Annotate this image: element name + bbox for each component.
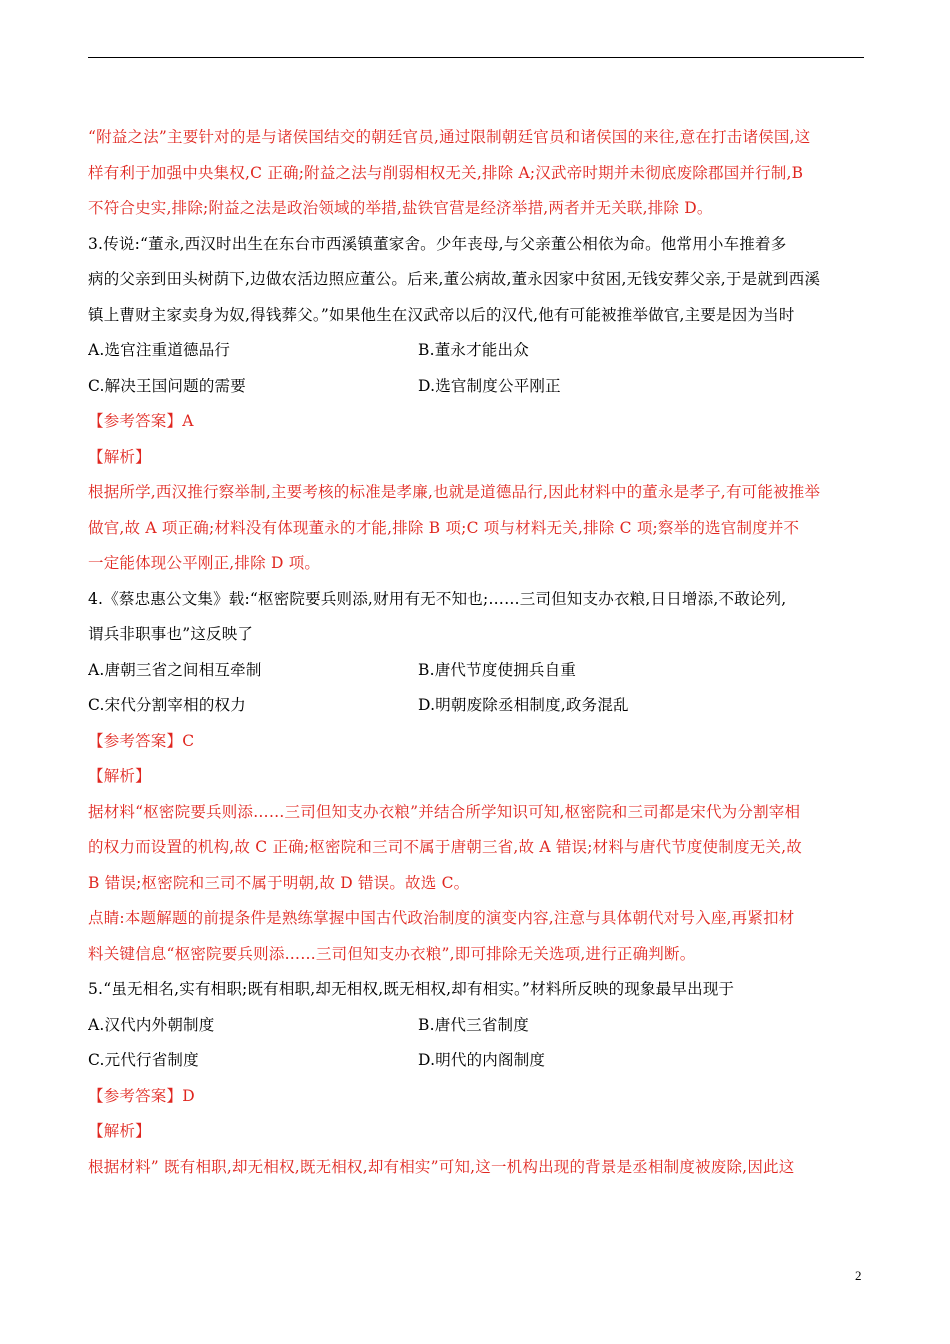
explanation-line: 根据所学,西汉推行察举制,主要考核的标准是孝廉,也就是道德品行,因此材料中的董永是孝子,有可能被推举 xyxy=(88,483,821,501)
question-5-option-c: C.元代行省制度 xyxy=(88,1051,199,1069)
question-4-stem: 谓兵非职事也”这反映了 xyxy=(88,625,254,643)
question-4-answer xyxy=(88,728,864,764)
question-3-stem: 病的父亲到田头树荫下,边做农活边照应董公。后来,董公病故,董永因家中贫困,无钱安葬父亲,于是就到西溪 xyxy=(88,270,821,288)
question-4-option-a: A.唐朝三省之间相互牵制 xyxy=(88,660,262,679)
question-5-option-a: A.汉代内外朝制度 xyxy=(88,1015,215,1034)
answer-value: A xyxy=(182,412,194,430)
analysis-heading: 【解析】 xyxy=(88,447,151,466)
question-3-option-b: B.董永才能出众 xyxy=(418,341,529,359)
question-3-options-row xyxy=(88,337,864,373)
question-4-option-c: C.宋代分割宰相的权力 xyxy=(88,696,246,714)
tip-line: 点睛:本题解题的前提条件是熟练掌握中国古代政治制度的演变内容,注意与具体朝代对号入座,再紧扣材 xyxy=(88,909,795,927)
question-4-option-d: D.明朝废除丞相制度,政务混乱 xyxy=(418,696,629,714)
answer-label: 【参考答案】 xyxy=(88,1086,183,1105)
explanation-line: 不符合史实,排除;附益之法是政治领域的举措,盐铁官营是经济举措,两者并无关联,排除 D。 xyxy=(88,199,713,217)
question-4-options-row xyxy=(88,657,864,693)
question-4-option-b: B.唐代节度使拥兵自重 xyxy=(418,660,577,679)
question-3-option-a: A.选官注重道德品行 xyxy=(88,341,231,359)
explanation-line: 据材料“枢密院要兵则添……三司但知支办衣粮”并结合所学知识可知,枢密院和三司都是宋代为分割宰相 xyxy=(88,802,801,821)
question-5-option-b: B.唐代三省制度 xyxy=(418,1015,529,1034)
tip-line: 料关键信息“枢密院要兵则添……三司但知支办衣粮”,即可排除无关选项,进行正确判断。 xyxy=(88,944,696,963)
explanation-line: B 错误;枢密院和三司不属于明朝,故 D 错误。故选 C。 xyxy=(88,873,470,892)
question-3-stem: 3.传说:“董永,西汉时出生在东台市西溪镇董家舍。少年丧母,与父亲董公相依为命。他常用小车推着多 xyxy=(88,234,787,253)
explanation-line: 根据材料” 既有相职,却无相权,既无相权,却有相实”可知,这一机构出现的背景是丞相制度被废除,因此这 xyxy=(88,1157,795,1176)
document-body xyxy=(88,124,864,1189)
question-3-option-d: D.选官制度公平刚正 xyxy=(418,376,561,395)
page-number: 2 xyxy=(855,1268,862,1283)
question-5-answer xyxy=(88,1083,864,1119)
question-3-answer xyxy=(88,408,864,444)
question-3-option-c: C.解决王国问题的需要 xyxy=(88,376,246,395)
explanation-line: 的权力而设置的机构,故 C 正确;枢密院和三司不属于唐朝三省,故 A 错误;材料与唐代节度使制度无关,故 xyxy=(88,838,802,856)
answer-label: 【参考答案】 xyxy=(88,412,183,430)
answer-value: C xyxy=(182,731,195,750)
answer-label: 【参考答案】 xyxy=(88,731,183,750)
question-4-stem: 4.《蔡忠惠公文集》载:“枢密院要兵则添,财用有无不知也;……三司但知支办衣粮,日日增添,不敢论列, xyxy=(88,589,787,608)
analysis-heading: 【解析】 xyxy=(88,1122,151,1140)
question-5-options-row xyxy=(88,1012,864,1048)
answer-value: D xyxy=(182,1086,195,1105)
question-3-options-row xyxy=(88,373,864,409)
explanation-line: “附益之法”主要针对的是与诸侯国结交的朝廷官员,通过限制朝廷官员和诸侯国的来往,意在打击诸侯国,这 xyxy=(88,128,811,146)
question-4-options-row xyxy=(88,692,864,728)
question-5-option-d: D.明代的内阁制度 xyxy=(418,1051,546,1069)
explanation-line: 样有利于加强中央集权,C 正确;附益之法与削弱相权无关,排除 A;汉武帝时期并未彻底废除郡国并行制,B xyxy=(88,163,804,182)
explanation-line: 一定能体现公平刚正,排除 D 项。 xyxy=(88,554,321,572)
question-5-options-row xyxy=(88,1047,864,1083)
analysis-heading: 【解析】 xyxy=(88,767,151,785)
explanation-line: 做官,故 A 项正确;材料没有体现董永的才能,排除 B 项;C 项与材料无关,排除 C 项;察举的选官制度并不 xyxy=(88,518,800,537)
question-3-stem: 镇上曹财主家卖身为奴,得钱葬父。”如果他生在汉武帝以后的汉代,他有可能被推举做官,主要是因为当时 xyxy=(88,305,795,324)
header-rule xyxy=(88,57,864,58)
question-5-stem: 5.“虽无相名,实有相职;既有相职,却无相权,既无相权,却有相实。”材料所反映的现象最早出现于 xyxy=(88,980,735,998)
